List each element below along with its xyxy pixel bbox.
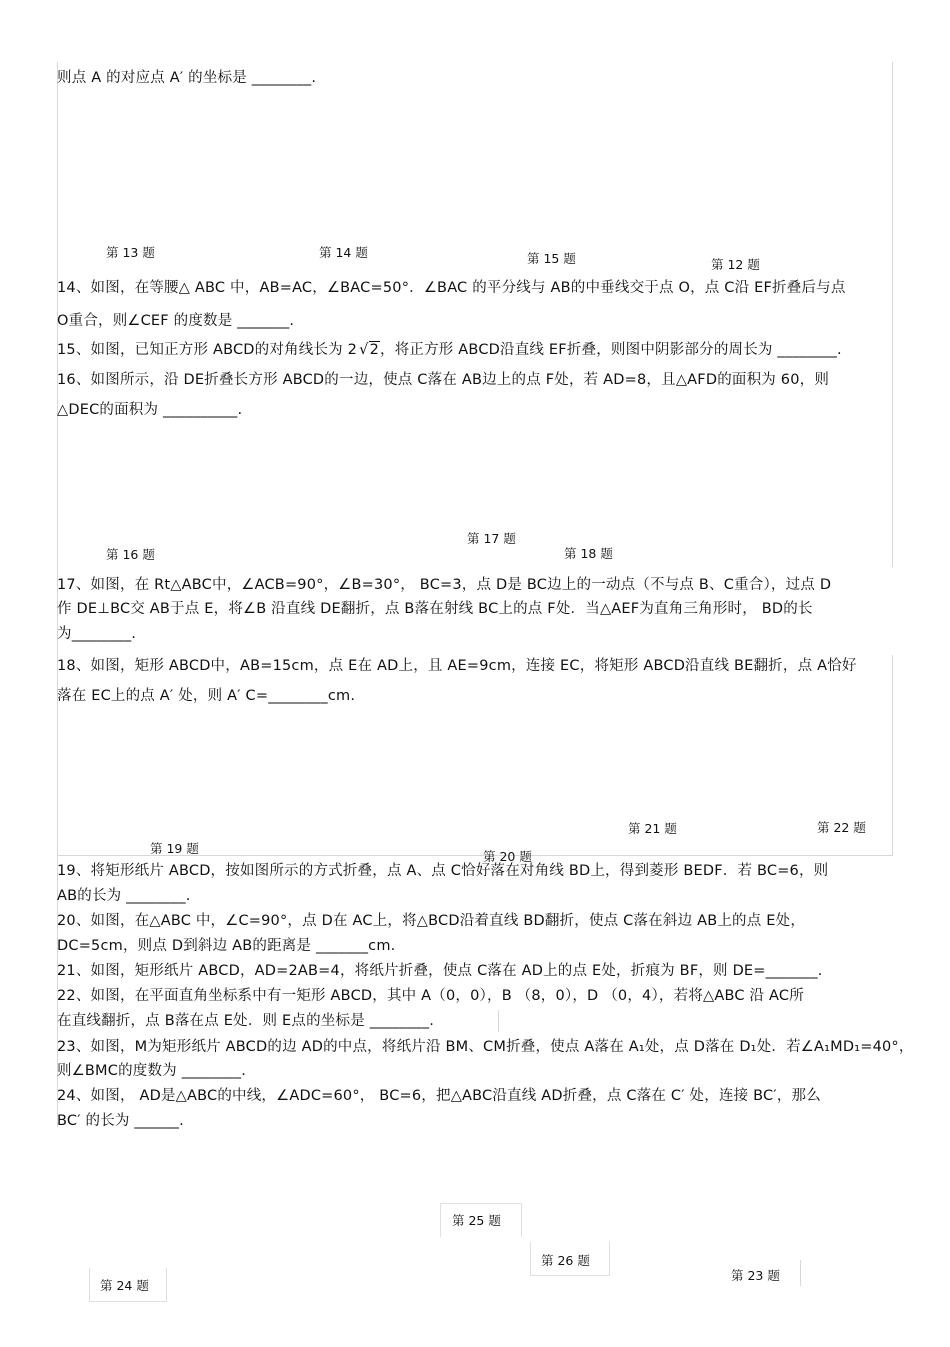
text-line-q24a: 24、如图， AD是△ABC的中线，∠ADC=60°， BC=6，把△ABC沿直线 AD折叠，点 C落在 C′ 处，连接 BC′，那么 bbox=[57, 1088, 821, 1104]
caption-q19: 第 19 题 bbox=[150, 841, 199, 856]
caption-q25: 第 25 题 bbox=[452, 1213, 501, 1228]
text-line-q18a: 18、如图，矩形 ABCD中，AB=15cm，点 E在 AD上，且 AE=9cm，连接 EC，将矩形 ABCD沿直线 BE翻折，点 A恰好 bbox=[57, 658, 857, 674]
text-line-q23b: 则∠BMC的度数为 ________. bbox=[57, 1063, 247, 1079]
caption-q24: 第 24 题 bbox=[100, 1278, 149, 1293]
text-line-q24b: BC′ 的长为 ______. bbox=[57, 1113, 184, 1129]
text-line-q16a: 16、如图所示，沿 DE折叠长方形 ABCD的一边，使点 C落在 AB边上的点 F处，若 AD=8，且△AFD的面积为 60，则 bbox=[57, 372, 830, 388]
text-line-q19b: AB的长为 ________. bbox=[57, 888, 191, 904]
text-line-q14a: 14、如图，在等腰△ ABC 中，AB=AC，∠BAC=50°．∠BAC 的平分线与 AB的中垂线交于点 O，点 C沿 EF折叠后与点 bbox=[57, 280, 846, 296]
text-line-q19a: 19、将矩形纸片 ABCD，按如图所示的方式折叠，点 A、点 C恰好落在对角线 BD上，得到菱形 BEDF．若 BC=6，则 bbox=[57, 863, 829, 879]
text-line-q17a: 17、如图，在 Rt△ABC中，∠ACB=90°，∠B=30°， BC=3，点 D是 BC边上的一动点（不与点 B、C重合），过点 D bbox=[57, 577, 832, 593]
frame-rule-19 bbox=[215, 855, 475, 856]
q15-text-after: ，将正方形 ABCD沿直线 EF折叠，则图中阴影部分的周长为 ________. bbox=[380, 342, 842, 358]
text-line-q23a: 23、如图，M为矩形纸片 ABCD的边 AD的中点，将纸片沿 BM、CM折叠，使点 A落在 A₁处，点 D落在 D₁处．若∠A₁MD₁=40°， bbox=[57, 1039, 914, 1055]
text-line-q16b: △DEC的面积为 __________. bbox=[57, 402, 243, 418]
caption-q23: 第 23 题 bbox=[731, 1268, 780, 1283]
sqrt-radicand: 2 bbox=[369, 342, 379, 358]
figure-rule-q23 bbox=[800, 1260, 801, 1286]
text-line-q20b: DC=5cm，则点 D到斜边 AB的距离是 _______cm. bbox=[57, 938, 396, 954]
caption-q20: 第 20 题 bbox=[483, 849, 532, 864]
text-line-q20a: 20、如图，在△ABC 中，∠C=90°，点 D在 AC上，将△BCD沿着直线 BD翻折，使点 C落在斜边 AB上的点 E处， bbox=[57, 913, 806, 929]
caption-q26: 第 26 题 bbox=[541, 1253, 590, 1268]
caption-q21: 第 21 题 bbox=[628, 821, 677, 836]
caption-q15: 第 15 题 bbox=[527, 251, 576, 266]
text-line-q15 bbox=[57, 340, 842, 360]
text-line-1: 则点 A 的对应点 A′ 的坐标是 ________. bbox=[57, 70, 317, 86]
text-line-q17b: 作 DE⊥BC交 AB于点 E，将∠B 沿直线 DE翻折，点 B落在射线 BC上的点 F处．当△AEF为直角三角形时， BD的长 bbox=[57, 601, 813, 617]
text-line-q22b: 在直线翻折，点 B落在点 E处．则 E点的坐标是 ________. bbox=[57, 1013, 435, 1029]
caption-q22: 第 22 题 bbox=[817, 820, 866, 835]
sqrt-symbol: √2 bbox=[359, 342, 379, 358]
caption-q12: 第 12 题 bbox=[711, 257, 760, 272]
frame-rule-mid bbox=[498, 1010, 499, 1032]
q15-text-before: 15、如图，已知正方形 ABCD的对角线长为 2 bbox=[57, 342, 358, 358]
caption-q18: 第 18 题 bbox=[564, 546, 613, 561]
text-line-q22a: 22、如图，在平面直角坐标系中有一矩形 ABCD，其中 A（0，0），B （8，0），D （0，4），若将△ABC 沿 AC所 bbox=[57, 988, 804, 1004]
text-line-q21: 21、如图，矩形纸片 ABCD，AD=2AB=4，将纸片折叠，使点 C落在 AD上的点 E处，折痕为 BF，则 DE=_______. bbox=[57, 963, 823, 979]
frame-rule-right bbox=[892, 62, 893, 567]
caption-q13: 第 13 题 bbox=[106, 245, 155, 260]
text-line-q18b: 落在 EC上的点 A′ 处，则 A′ C=________cm. bbox=[57, 688, 356, 704]
caption-q14: 第 14 题 bbox=[319, 245, 368, 260]
caption-q17: 第 17 题 bbox=[467, 531, 516, 546]
text-line-q14b: O重合，则∠CEF 的度数是 _______. bbox=[57, 313, 295, 329]
text-line-q17c: 为________. bbox=[57, 626, 137, 642]
caption-q16: 第 16 题 bbox=[106, 547, 155, 562]
frame-rule-right-lower bbox=[892, 655, 893, 855]
